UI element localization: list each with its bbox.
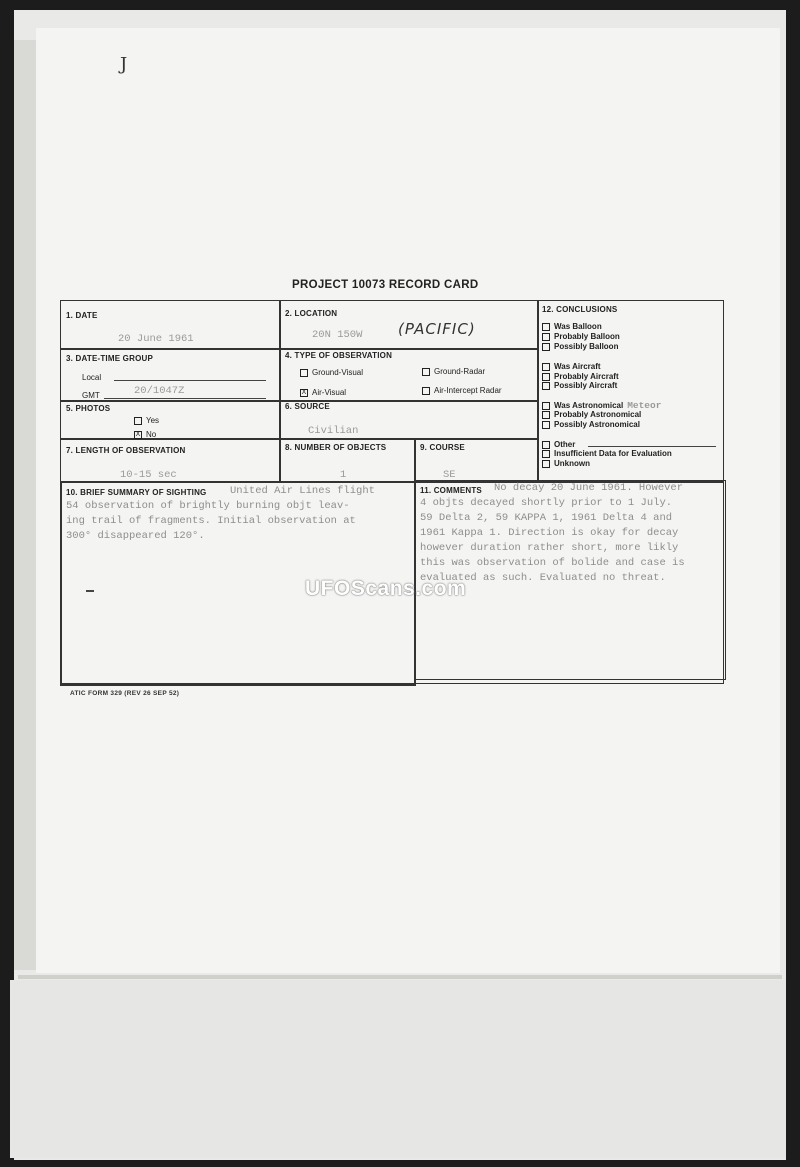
- comments-line: 4 objts decayed shortly prior to 1 July.: [420, 497, 673, 509]
- obs-air-intercept-radar[interactable]: Air-Intercept Radar: [422, 386, 502, 395]
- checkbox[interactable]: [542, 441, 550, 449]
- grid-line: [61, 438, 538, 440]
- summary-line: 54 observation of brightly burning objt leav-: [66, 500, 350, 512]
- checkbox[interactable]: [542, 363, 550, 371]
- summary-label: 10. BRIEF SUMMARY OF SIGHTING: [66, 488, 207, 497]
- page-edge-shadow: [14, 40, 36, 970]
- conclusion-option[interactable]: Possibly Balloon: [542, 342, 618, 351]
- card-title: PROJECT 10073 RECORD CARD: [292, 279, 479, 291]
- checkbox[interactable]: X: [301, 388, 307, 396]
- conclusions-label: 12. CONCLUSIONS: [542, 305, 618, 314]
- checkbox[interactable]: [300, 369, 308, 377]
- photos-yes[interactable]: Yes: [134, 416, 159, 425]
- checkbox[interactable]: [542, 382, 550, 390]
- pen-mark: J: [120, 54, 128, 75]
- comments-line: No decay 20 June 1961. However: [494, 482, 684, 494]
- grid-line: [537, 301, 539, 481]
- obs-air-visual[interactable]: X Air-Visual: [301, 388, 347, 397]
- grid-line: [279, 301, 281, 483]
- conclusion-option[interactable]: Possibly Astronomical: [542, 420, 640, 429]
- photos-no[interactable]: X No: [135, 430, 157, 439]
- dtg-gmt-label: GMT: [82, 391, 100, 400]
- observation-type-label: 4. TYPE OF OBSERVATION: [285, 351, 393, 360]
- objects-value: 1: [340, 469, 347, 481]
- dtg-label: 3. DATE-TIME GROUP: [66, 354, 154, 363]
- objects-label: 8. NUMBER OF OBJECTS: [285, 443, 387, 452]
- grid-line: [60, 684, 416, 686]
- checkbox[interactable]: [542, 402, 550, 410]
- comments-line: this was observation of bolide and case is: [420, 557, 685, 569]
- checkbox[interactable]: [542, 373, 550, 381]
- dtg-gmt-line: [104, 398, 266, 399]
- comments-line: 1961 Kappa 1. Direction is okay for decay: [420, 527, 679, 539]
- location-handwritten: (PACIFIC): [398, 320, 476, 338]
- conclusion-option[interactable]: Possibly Aircraft: [542, 381, 617, 390]
- conclusion-option[interactable]: Insufficient Data for Evaluation: [542, 449, 672, 458]
- other-line: [588, 446, 716, 447]
- date-label: 1. DATE: [66, 311, 98, 320]
- summary-line: 300° disappeared 120°.: [66, 530, 205, 542]
- checkbox[interactable]: X: [135, 430, 141, 438]
- grid-line: [61, 348, 538, 350]
- length-label: 7. LENGTH OF OBSERVATION: [66, 446, 186, 455]
- summary-line: United Air Lines flight: [230, 485, 375, 497]
- obs-ground-radar[interactable]: Ground-Radar: [422, 367, 485, 376]
- watermark: UFOScans.com: [305, 577, 467, 600]
- conclusion-option[interactable]: Was Balloon: [542, 322, 602, 331]
- comments-line: 59 Delta 2, 59 KAPPA 1, 1961 Delta 4 and: [420, 512, 673, 524]
- checkbox[interactable]: [542, 343, 550, 351]
- checkbox[interactable]: [542, 450, 550, 458]
- comments-line: evaluated as such. Evaluated no threat.: [420, 572, 666, 584]
- obs-ground-visual[interactable]: Ground-Visual: [300, 368, 363, 377]
- astronomical-note: Meteor: [627, 400, 662, 411]
- dtg-local-label: Local: [82, 373, 102, 382]
- conclusion-option[interactable]: Probably Balloon: [542, 332, 620, 341]
- stray-mark: [86, 590, 94, 592]
- checkbox[interactable]: [422, 368, 430, 376]
- conclusion-option[interactable]: Unknown: [542, 459, 590, 468]
- grid-line: [414, 438, 416, 683]
- conclusion-option[interactable]: Probably Aircraft: [542, 372, 619, 381]
- source-label: 6. SOURCE: [285, 402, 330, 411]
- paper-lower-area: [10, 980, 786, 1158]
- conclusion-option[interactable]: Other: [542, 440, 575, 449]
- grid-line: [60, 481, 62, 686]
- dtg-gmt-value: 20/1047Z: [134, 385, 185, 397]
- course-value: SE: [443, 469, 456, 481]
- checkbox[interactable]: [542, 460, 550, 468]
- dtg-local-line: [114, 380, 266, 381]
- checkbox[interactable]: [542, 411, 550, 419]
- checkbox[interactable]: [422, 387, 430, 395]
- conclusion-option[interactable]: Was Astronomical Meteor: [542, 400, 661, 411]
- conclusion-option[interactable]: Was Aircraft: [542, 362, 601, 371]
- checkbox[interactable]: [542, 421, 550, 429]
- course-label: 9. COURSE: [420, 443, 465, 452]
- photos-label: 5. PHOTOS: [66, 404, 111, 413]
- paper-fold: [18, 975, 782, 979]
- comments-line: however duration rather short, more likly: [420, 542, 679, 554]
- summary-line: ing trail of fragments. Initial observation at: [66, 515, 356, 527]
- source-value: Civilian: [308, 425, 359, 437]
- location-label: 2. LOCATION: [285, 309, 338, 318]
- date-value: 20 June 1961: [118, 333, 194, 345]
- checkbox[interactable]: [134, 417, 142, 425]
- length-value: 10-15 sec: [120, 469, 177, 481]
- location-value: 20N 150W: [312, 329, 363, 341]
- comments-label: 11. COMMENTS: [420, 486, 482, 495]
- conclusion-option[interactable]: Probably Astronomical: [542, 410, 641, 419]
- checkbox[interactable]: [542, 333, 550, 341]
- form-footer: ATIC FORM 329 (REV 26 SEP 52): [70, 690, 180, 697]
- checkbox[interactable]: [542, 323, 550, 331]
